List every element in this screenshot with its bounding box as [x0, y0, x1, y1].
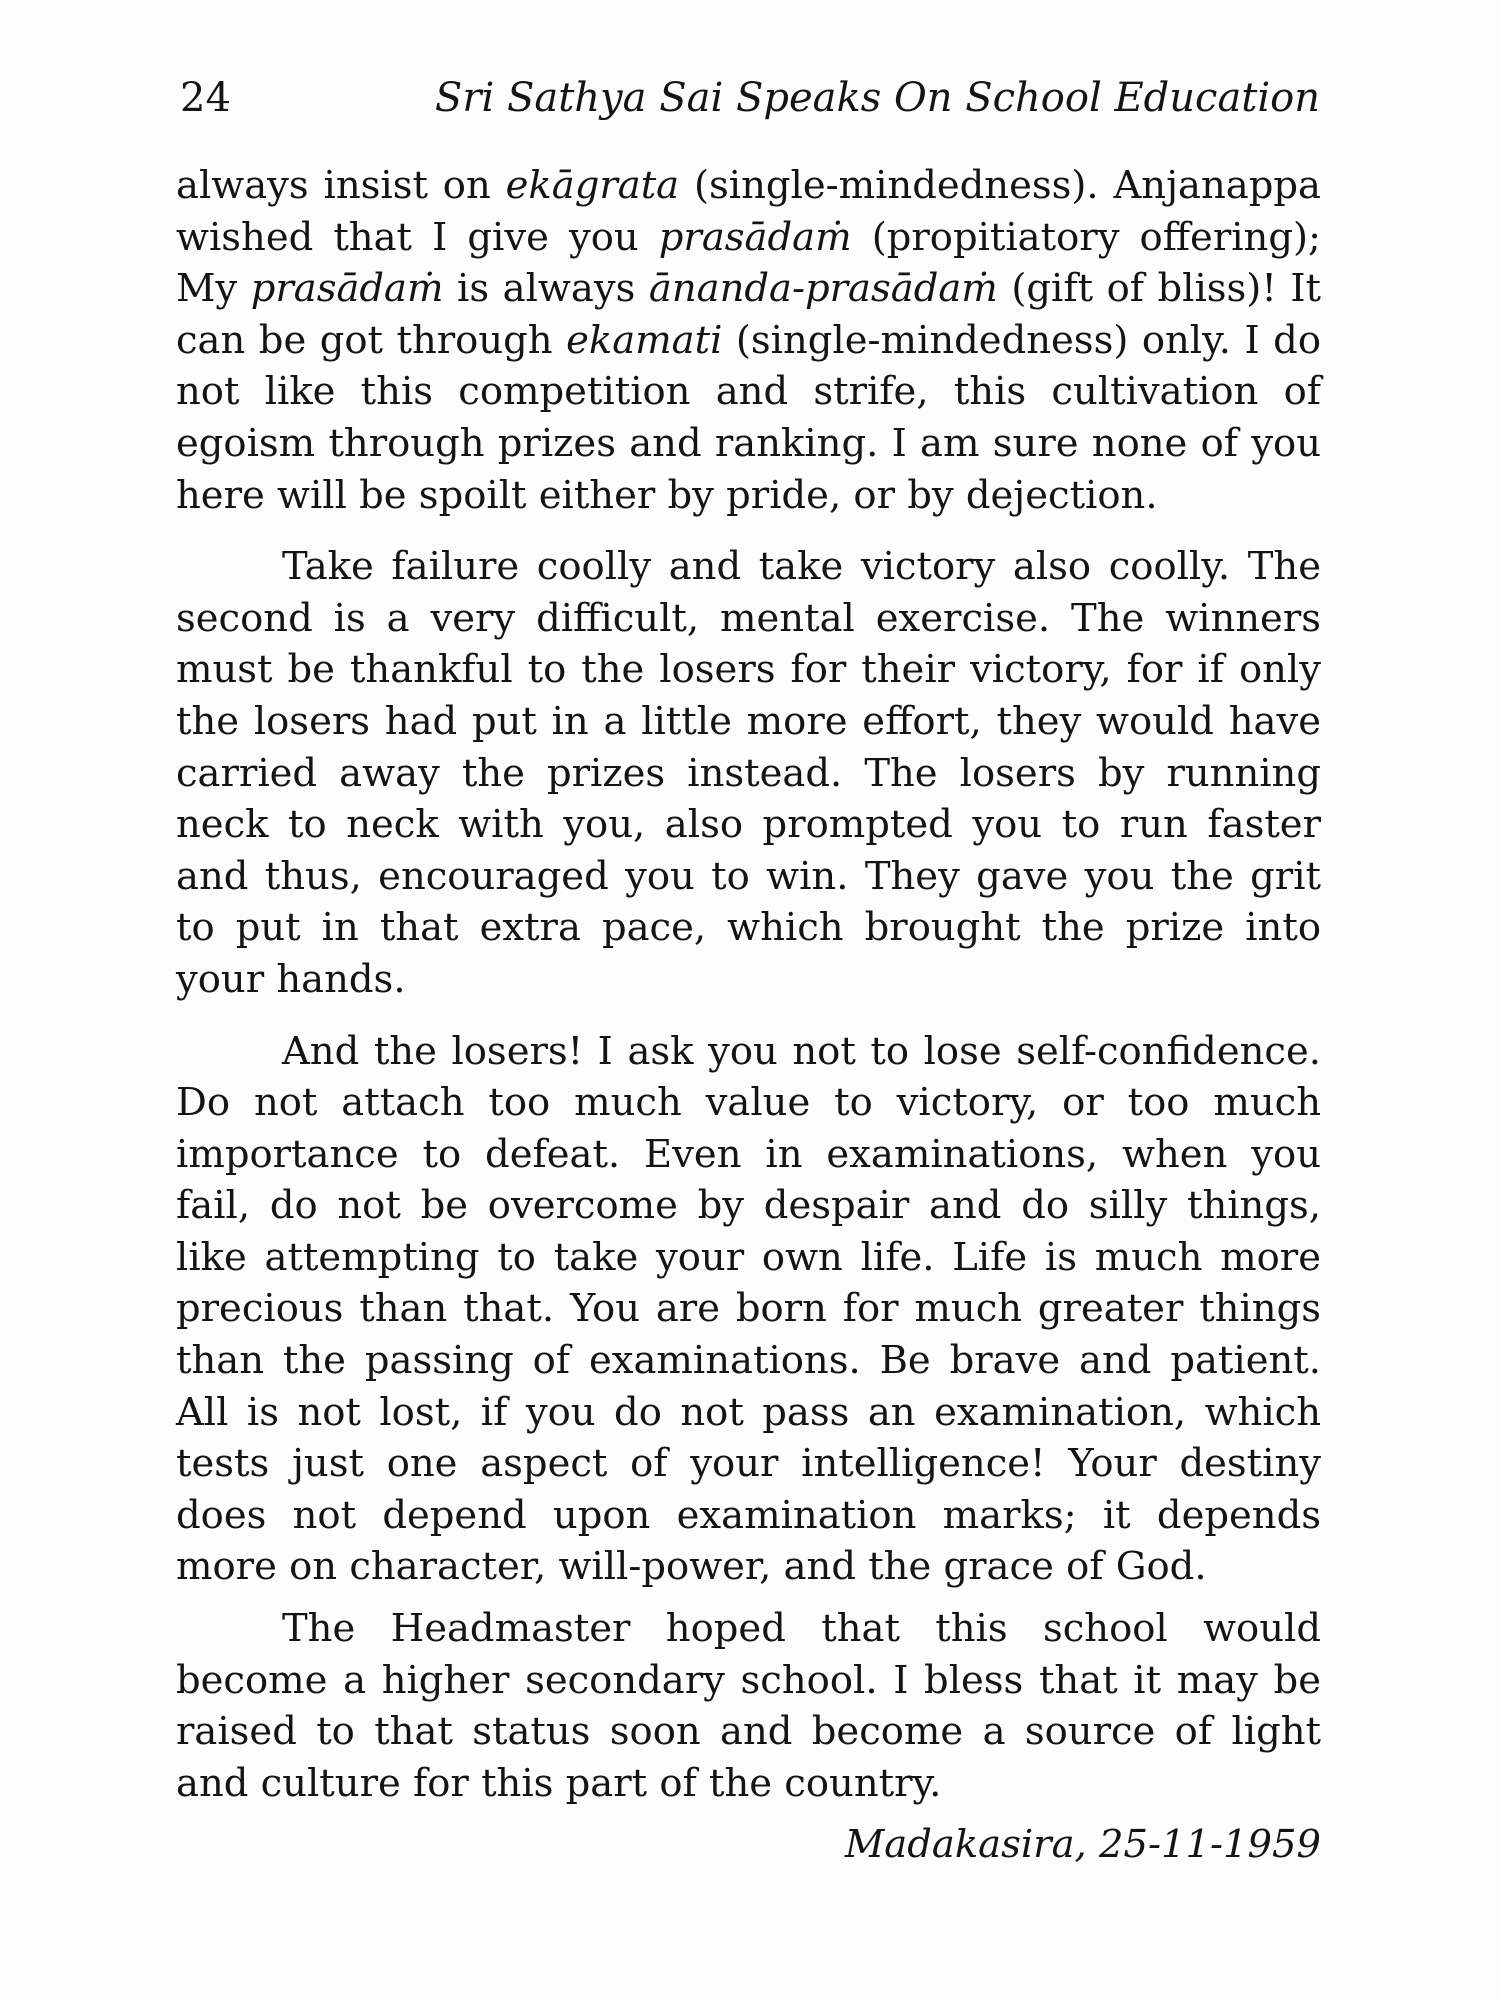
- text-run: is always: [443, 266, 649, 312]
- paragraph-1: [176, 160, 1321, 521]
- text-run: always insist on: [176, 163, 506, 208]
- running-head: [180, 68, 1320, 128]
- book-title: Sri Sathya Sai Speaks On School Education: [434, 75, 1320, 121]
- paragraph-2: Take failure coolly and take victory also coolly. The second is a very difficult, mental exercise. The winners must be thankful to the losers for their victory, for if only the losers had put in a little more effort, they would have carried away the prizes instead. The losers by running neck to neck with you, also prompted you to run faster and thus, encouraged you to win. They gave you the grit to put in that extra pace, which brought the prize into your hands.: [176, 544, 1321, 1002]
- text-run: (single-mindedness). Anjanappa wished that I give you: [176, 163, 1321, 260]
- sanskrit-term: ekāgrata: [505, 163, 680, 208]
- paragraph-3: And the losers! I ask you not to lose self-confidence. Do not attach too much value to victory, or too much importance to defeat. Even in examinations, when you fail, do not be overcome by despair and do silly things, like attempting to take your own life. Life is much more precious than that. You are born for much greater things than the passing of examinations. Be brave and patient. All is not lost, if you do not pass an examination, which tests just one aspect of your intelligence! Your destiny does not depend upon examination marks; it depends more on character, will-power, and the grace of God.: [176, 1028, 1321, 1590]
- text-run: (single-mindedness) only. I do not like this competition and strife, this cultivation of egoism through prizes and ranking. I am sure none of you here will be spoilt either by pride, or by dejection.: [176, 317, 1322, 518]
- sanskrit-term: prasādaṁ: [658, 214, 852, 260]
- page-number: 24: [180, 75, 231, 121]
- body-text: [176, 160, 1321, 1871]
- sanskrit-term: ānanda-prasādaṁ: [648, 266, 998, 312]
- text-run: (gift of bliss)! It can be got through: [176, 266, 1321, 363]
- sanskrit-term: prasādaṁ: [250, 266, 444, 312]
- place-date-signoff: Madakasira, 25-11-1959: [844, 1822, 1321, 1868]
- sanskrit-term: ekamati: [566, 317, 723, 363]
- paragraph-4: The Headmaster hoped that this school would become a higher secondary school. I bless that it may be raised to that status soon and become a source of light and culture for this part of the country.: [176, 1606, 1321, 1806]
- text-run: (propitiatory offering); My: [176, 214, 1321, 312]
